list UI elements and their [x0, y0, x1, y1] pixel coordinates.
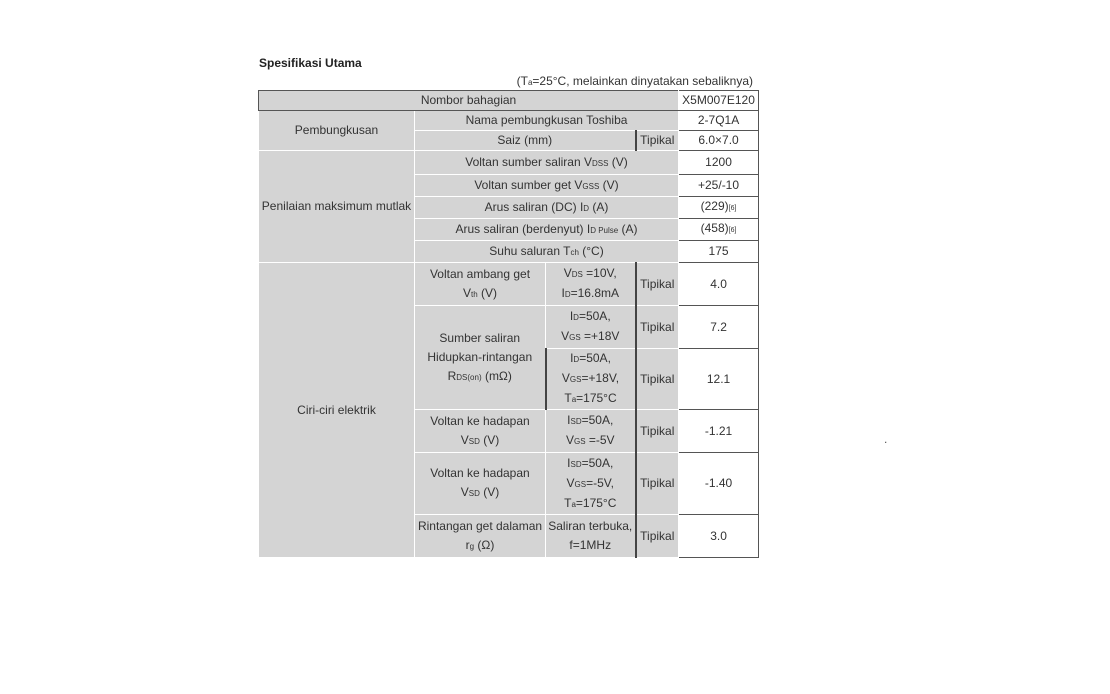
vgss-value: +25/-10: [679, 175, 759, 197]
vgss-post: (V): [599, 177, 619, 192]
id-value: [679, 197, 759, 219]
vdss-pre: Voltan sumber saliran V: [465, 154, 592, 169]
part-number-label: Nombor bahagian: [259, 91, 679, 111]
rds-b1pre: I: [570, 351, 574, 365]
vsd2-value: -1.40: [679, 453, 759, 515]
vsd2-label: [415, 453, 546, 515]
tch-value: 175: [679, 241, 759, 263]
spec-table: [258, 90, 759, 558]
vgss-label: [415, 175, 679, 197]
vsd1-l2post: (V): [479, 432, 500, 447]
rds-a1pre: I: [569, 309, 574, 323]
vsd2-c2sub: GS: [574, 479, 587, 489]
vth-cond: [546, 263, 636, 306]
vdss-label: [415, 151, 679, 175]
vgss-sub: GSS: [582, 181, 600, 191]
rds-label: [415, 306, 546, 410]
vth-l2sub: th: [471, 289, 478, 299]
idp-pre: Arus saliran (berdenyut) I: [455, 221, 591, 236]
vdss-value: 1200: [679, 151, 759, 175]
id-sub: D: [583, 203, 590, 213]
rds-l3pre: R: [447, 368, 457, 383]
note-sub: a: [527, 78, 533, 87]
table-row: [259, 151, 759, 175]
rg-l2pre: r: [465, 537, 470, 552]
vsd2-c2post: =-5V,: [586, 475, 614, 490]
idp-value: [679, 219, 759, 241]
vth-l1: Voltan ambang get: [429, 266, 531, 281]
rds-cond-b: [546, 349, 636, 410]
rds-a2sub: GS: [569, 333, 581, 342]
vsd1-typ: Tipikal: [636, 410, 679, 453]
rds-l3post: (mΩ): [481, 368, 512, 383]
vsd1-c2pre: V: [565, 433, 574, 447]
group-abs-max: Penilaian maksimum mutlak: [259, 151, 415, 263]
rds-cond-a: [546, 306, 636, 349]
rg-c2: f=1MHz: [569, 538, 612, 552]
vsd2-c1post: =50A,: [581, 455, 614, 470]
rg-c1: Saliran terbuka,: [548, 519, 633, 533]
vdss-sub: DSS: [591, 158, 609, 168]
note-rest: =25°C, melainkan dinyatakan sebaliknya): [532, 74, 753, 88]
rds-value-b: 12.1: [679, 349, 759, 410]
rds-b2pre: V: [561, 371, 570, 385]
vsd2-typ: Tipikal: [636, 453, 679, 515]
rds-b3post: =175°C: [576, 391, 617, 405]
rg-value: 3.0: [679, 515, 759, 558]
vsd1-c1post: =50A,: [581, 413, 614, 427]
size-value: 6.0×7.0: [679, 131, 759, 151]
idp-label: [415, 219, 679, 241]
rds-b3sub: a: [571, 395, 577, 404]
conditions-note: [400, 74, 753, 88]
vsd1-value: -1.21: [679, 410, 759, 453]
page-title: Spesifikasi Utama: [259, 56, 362, 70]
vsd2-c1sub: SD: [570, 459, 582, 469]
vsd1-l2pre: V: [460, 432, 469, 447]
rds-a2pre: V: [561, 329, 570, 343]
rg-typ: Tipikal: [636, 515, 679, 558]
idp-value-num: (458): [700, 221, 729, 235]
toshiba-package-label: Nama pembungkusan Toshiba: [415, 111, 679, 131]
vth-l2pre: V: [462, 285, 471, 300]
tch-post: (°C): [578, 243, 604, 258]
vsd2-c2pre: V: [566, 475, 575, 490]
vth-label: [415, 263, 546, 306]
rds-a1sub: D: [573, 313, 579, 322]
vth-value: 4.0: [679, 263, 759, 306]
vsd2-l2post: (V): [479, 485, 500, 499]
vdss-post: (V): [608, 154, 628, 169]
vsd1-c1sub: SD: [570, 417, 582, 426]
idp-ref: [6]: [728, 227, 737, 234]
rds-typ-b: Tipikal: [636, 349, 679, 410]
table-row: [259, 91, 759, 111]
idp-post: (A): [618, 221, 638, 236]
rds-b2post: =+18V,: [581, 371, 620, 385]
rds-l1: Sumber saliran: [439, 330, 521, 345]
vth-c2pre: I: [561, 286, 565, 300]
stray-mark: .: [884, 432, 888, 446]
rg-l2post: (Ω): [474, 537, 495, 552]
vsd1-c2sub: GS: [573, 437, 586, 446]
id-label: [415, 197, 679, 219]
id-pre: Arus saliran (DC) I: [484, 199, 584, 214]
rds-a1post: =50A,: [578, 309, 611, 323]
vsd2-c3sub: a: [571, 499, 576, 509]
size-typ: Tipikal: [636, 131, 679, 151]
rds-b1sub: D: [573, 355, 580, 364]
rds-b3pre: T: [564, 391, 572, 405]
vsd1-c2post: =-5V: [585, 433, 615, 447]
vsd1-cond: [546, 410, 636, 453]
vth-c2post: =16.8mA: [570, 286, 619, 300]
vsd1-l1: Voltan ke hadapan: [430, 413, 530, 428]
vsd2-c3pre: T: [564, 495, 572, 510]
group-electrical: Ciri-ciri elektrik: [259, 263, 415, 558]
vsd1-l2sub: SD: [468, 436, 480, 446]
part-number-value: X5M007E120: [679, 91, 759, 111]
vth-l2post: (V): [477, 285, 498, 300]
table-row: [259, 263, 759, 306]
vsd1-c1pre: I: [567, 413, 571, 427]
group-package: Pembungkusan: [259, 111, 415, 151]
vsd2-c1pre: I: [567, 455, 571, 470]
vsd2-cond: [546, 453, 636, 515]
size-label: Saiz (mm): [415, 131, 636, 151]
idp-sub: D Pulse: [590, 225, 619, 235]
vsd2-l2pre: V: [460, 485, 469, 499]
vth-c2sub: D: [564, 290, 571, 299]
rg-cond: [546, 515, 636, 558]
table-row: [259, 111, 759, 131]
rds-l3sub: DS(on): [456, 372, 482, 382]
id-ref: [6]: [728, 205, 737, 212]
tch-sub: ch: [570, 247, 579, 257]
vgss-pre: Voltan sumber get V: [474, 177, 583, 192]
vth-typ: Tipikal: [636, 263, 679, 306]
vsd2-l1: Voltan ke hadapan: [430, 466, 530, 480]
id-post: (A): [589, 199, 609, 214]
rg-l2sub: g: [469, 541, 475, 551]
id-value-num: (229): [700, 199, 729, 213]
toshiba-package-value: 2-7Q1A: [679, 111, 759, 131]
vsd1-label: [415, 410, 546, 453]
vth-c1post: =10V,: [582, 266, 617, 280]
rg-l1: Rintangan get dalaman: [417, 518, 543, 533]
rds-value-a: 7.2: [679, 306, 759, 349]
tch-pre: Suhu saluran T: [489, 243, 571, 258]
vth-c1pre: V: [563, 266, 572, 280]
vth-c1sub: DS: [571, 270, 583, 279]
rg-label: [415, 515, 546, 558]
vsd2-c3post: =175°C: [575, 495, 617, 510]
tch-label: [415, 241, 679, 263]
vsd2-l2sub: SD: [468, 489, 480, 498]
rds-b2sub: GS: [569, 375, 582, 384]
rds-b1post: =50A,: [579, 351, 611, 365]
note-open: (T: [516, 74, 528, 88]
rds-a2post: =+18V: [580, 329, 620, 343]
rds-typ-a: Tipikal: [636, 306, 679, 349]
rds-l2: Hidupkan-rintangan: [427, 349, 533, 364]
